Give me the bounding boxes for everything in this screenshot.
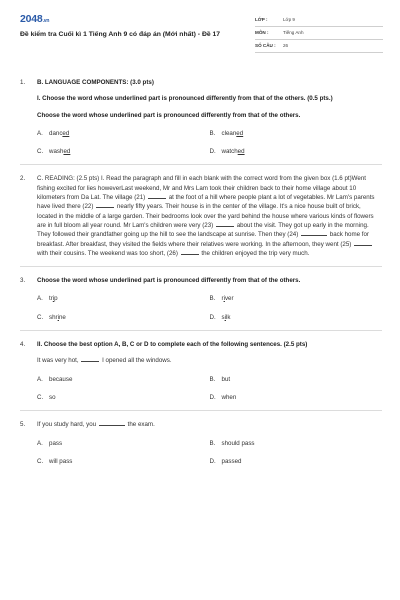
site-logo[interactable] (20, 12, 49, 28)
question-1 (20, 78, 382, 156)
answer-blank[interactable] (354, 241, 372, 246)
question-instruction: I. Choose the word whose underlined part is pronounced differently from that of the others. (0.5 pts.) (37, 95, 333, 103)
meta-value-subject: Tiếng Anh (283, 29, 304, 35)
answer-blank[interactable] (99, 421, 125, 426)
logo-suffix: .vn (42, 18, 50, 24)
question-number: 5. (20, 421, 26, 429)
option-c[interactable]: C. shr i ne (37, 313, 66, 321)
option-d[interactable]: D. watch ed (209, 148, 245, 156)
option-b[interactable]: B. should pass (209, 439, 255, 447)
question-instruction: II. Choose the best option A, B, C or D to complete each of the following sentences. (2.5 pts) (37, 341, 308, 349)
question-number: 4. (20, 341, 26, 349)
document-title: Đề kiểm tra Cuối kì 1 Tiếng Anh 9 có đáp án (Mới nhất) - Đề 17 (20, 31, 221, 38)
questions-content (20, 78, 382, 466)
meta-table (255, 14, 383, 53)
options-grid (37, 129, 382, 157)
question-number: 1. (20, 79, 26, 86)
option-a[interactable]: A. danc ed (37, 129, 70, 137)
meta-label-subject: MÔN : (255, 29, 269, 35)
option-c[interactable]: C. so (37, 393, 56, 401)
option-d[interactable]: D. s i lk (209, 313, 231, 321)
question-number: 2. (20, 175, 26, 183)
option-a[interactable]: A. pass (37, 439, 63, 447)
question-2 (20, 174, 382, 258)
reading-passage: C. READING: (2.5 pts) I. Read the paragraph and fill in each blank with the correct word from the given box (1.6 pt)Went fishing excited for lies howeverLast weekend, Mr and Mrs Lam took their children back to their home village about 10 kilometers from Da Lat. The village (21) at the foot of a hill where people plant a lot of vegetables. Mr Lam's parents have lived there (22) nearly fifty years. Their house is in the center of the village. It's a nice house built of brick, located in the middle of a large garden. Their bedrooms look over the yard behind the house where various kinds of flowers are in full bloom all year round. Mr Lam's children were very (23) about the visit. They got up early in the morning. They followed their grandfather going up the hill to see the landscape at sunrise. Then they (24) back home for breakfast. After breakfast, they visited the fields where their relatives were working. In the afternoon, they went (25) with their cousins. The weekend was too short, (26) the children enjoyed the trip very much. (37, 175, 375, 257)
divider (20, 164, 382, 165)
answer-blank[interactable] (216, 222, 234, 227)
question-sentence: If you study hard, you the exam. (37, 421, 155, 429)
answer-blank[interactable] (301, 231, 327, 236)
section-heading: B. LANGUAGE COMPONENTS: (3.0 pts) (37, 79, 154, 86)
meta-value-class: Lớp 9 (283, 16, 295, 22)
options-grid (37, 439, 382, 467)
answer-blank[interactable] (148, 194, 166, 199)
option-a[interactable]: A. tr i p (37, 295, 58, 303)
logo-main: 2048 (20, 13, 43, 25)
options-grid (37, 294, 382, 322)
question-4 (20, 340, 382, 402)
meta-row-class (255, 14, 383, 27)
options-grid (37, 375, 382, 403)
meta-label-class: LỚP : (255, 16, 268, 22)
answer-blank[interactable] (181, 250, 199, 255)
divider (20, 410, 382, 411)
option-c[interactable]: C. will pass (37, 457, 73, 465)
question-3 (20, 276, 382, 322)
option-b[interactable]: B. but (209, 375, 231, 383)
option-d[interactable]: D. passed (209, 457, 242, 465)
question-5 (20, 420, 382, 466)
meta-label-count: SỐ CÂU : (255, 42, 276, 48)
question-prompt: Choose the word whose underlined part is pronounced differently from that of the others. (37, 111, 301, 119)
meta-row-subject (255, 27, 383, 40)
divider (20, 266, 382, 267)
answer-blank[interactable] (81, 357, 99, 362)
page-header (0, 0, 400, 60)
question-sentence: It was very hot, I opened all the windows. (37, 357, 172, 365)
meta-value-count: 26 (283, 42, 289, 48)
option-a[interactable]: A. because (37, 375, 73, 383)
option-b[interactable]: B. clean ed (209, 129, 244, 137)
option-b[interactable]: B. r i ver (209, 295, 234, 303)
question-prompt: Choose the word whose underlined part is pronounced differently from that of the others. (37, 277, 301, 285)
divider (20, 330, 382, 331)
question-number: 3. (20, 277, 26, 285)
option-d[interactable]: D. when (209, 393, 237, 401)
answer-blank[interactable] (96, 203, 114, 208)
option-c[interactable]: C. wash ed (37, 148, 71, 156)
meta-row-count (255, 40, 383, 53)
